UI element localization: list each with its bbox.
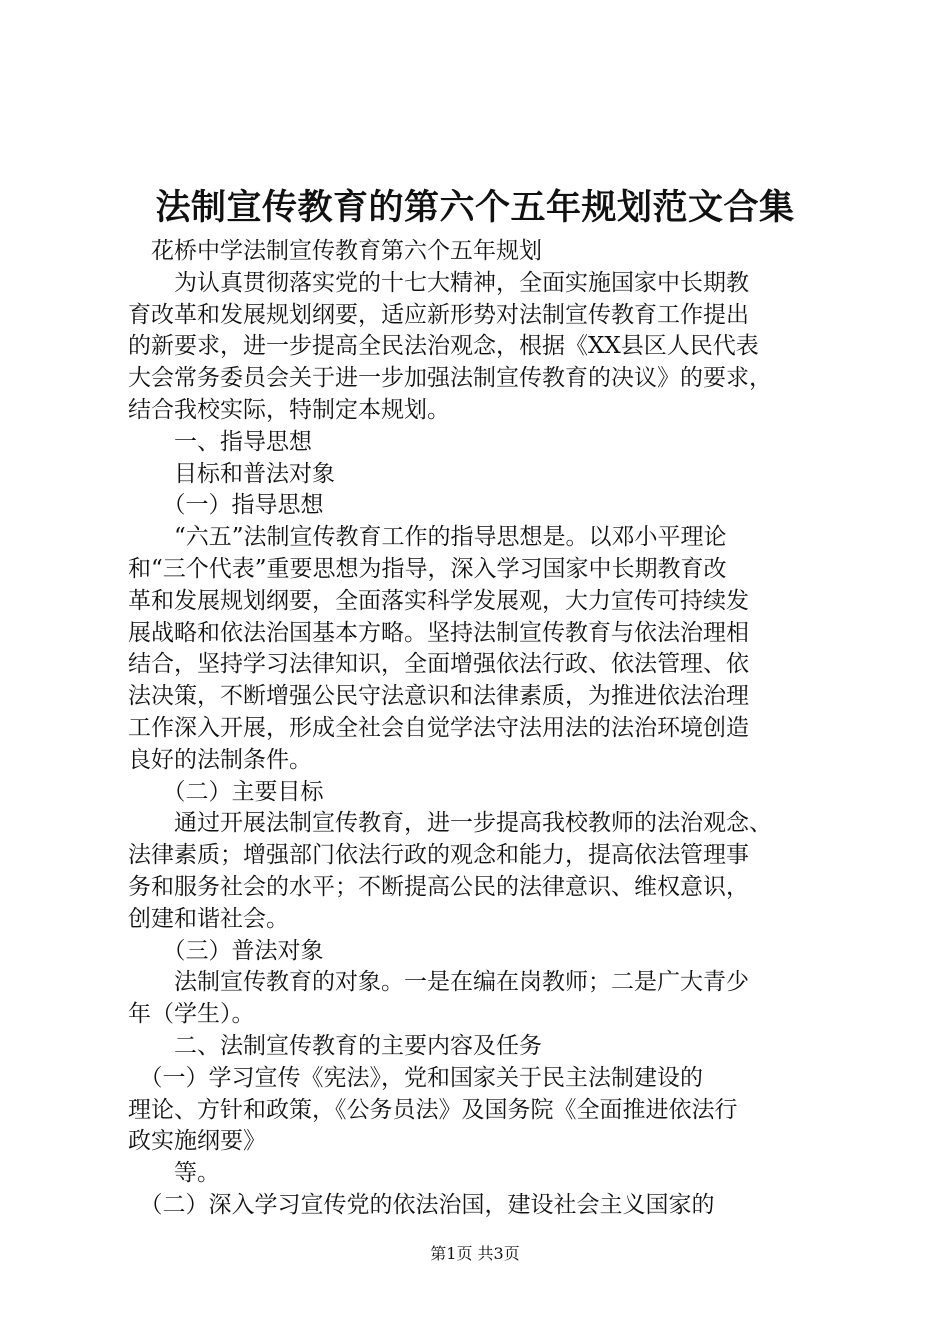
body-line: 和“三个代表”重要思想为指导，深入学习国家中长期教育改 (128, 555, 727, 582)
body-line: “六五”法制宣传教育工作的指导思想是。以邓小平理论 (128, 524, 727, 551)
body-line: 二、法制宣传教育的主要内容及任务 (128, 1032, 542, 1059)
document-title: 法制宣传教育的第六个五年规划范文合集 (155, 187, 795, 228)
body-line: 政实施纲要》 (128, 1128, 266, 1155)
body-line: 务和服务社会的水平；不断提高公民的法律意识、维权意识， (128, 873, 749, 900)
body-line: 等。 (128, 1160, 220, 1187)
body-line: 工作深入开展，形成全社会自觉学法守法用法的法治环境创造 (128, 714, 749, 741)
body-line: 一、指导思想 (128, 428, 312, 455)
body-line: 展战略和依法治国基本方略。坚持法制宣传教育与依法治理相 (128, 619, 749, 646)
body-line: 年（学生）。 (128, 1001, 255, 1028)
body-line: 目标和普法对象 (128, 460, 335, 487)
body-line: （三）普法对象 (128, 937, 324, 964)
body-line: 结合，坚持学习法律知识，全面增强依法行政、依法管理、依 (128, 651, 749, 678)
body-line: 法律素质；增强部门依法行政的观念和能力，提高依法管理事 (128, 842, 749, 869)
body-line: （一）指导思想 (128, 492, 324, 519)
body-line: 革和发展规划纲要，全面落实科学发展观，大力宣传可持续发 (128, 587, 749, 614)
body-line: 法制宣传教育的对象。一是在编在岗教师；二是广大青少 (128, 969, 749, 996)
body-line: 大会常务委员会关于进一步加强法制宣传教育的决议》的要求， (128, 365, 772, 392)
body-line: （二）深入学习宣传党的依法治国，建设社会主义国家的 (128, 1191, 715, 1218)
page-footer: 第1页 共3页 (430, 1244, 520, 1263)
body-line: 结合我校实际，特制定本规划。 (128, 396, 450, 423)
body-line: 育改革和发展规划纲要，适应新形势对法制宣传教育工作提出 (128, 301, 749, 328)
body-line: 法决策，不断增强公民守法意识和法律素质，为推进依法治理 (128, 683, 749, 710)
body-line: （二）主要目标 (128, 778, 324, 805)
document-body (128, 236, 843, 1222)
body-line: 花桥中学法制宣传教育第六个五年规划 (128, 238, 542, 264)
body-line: 通过开展法制宣传教育，进一步提高我校教师的法治观念、 (128, 810, 772, 837)
body-line: 为认真贯彻落实党的十七大精神，全面实施国家中长期教 (128, 269, 749, 296)
body-line: （一）学习宣传《宪法》，党和国家关于民主法制建设的 (128, 1064, 703, 1091)
body-line: 的新要求，进一步提高全民法治观念，根据《XX县区人民代表 (128, 333, 759, 360)
body-line: 创建和谐社会。 (128, 905, 289, 932)
body-line: 理论、方针和政策，《公务员法》及国务院《全面推进依法行 (128, 1096, 738, 1123)
body-line: 良好的法制条件。 (128, 746, 312, 773)
